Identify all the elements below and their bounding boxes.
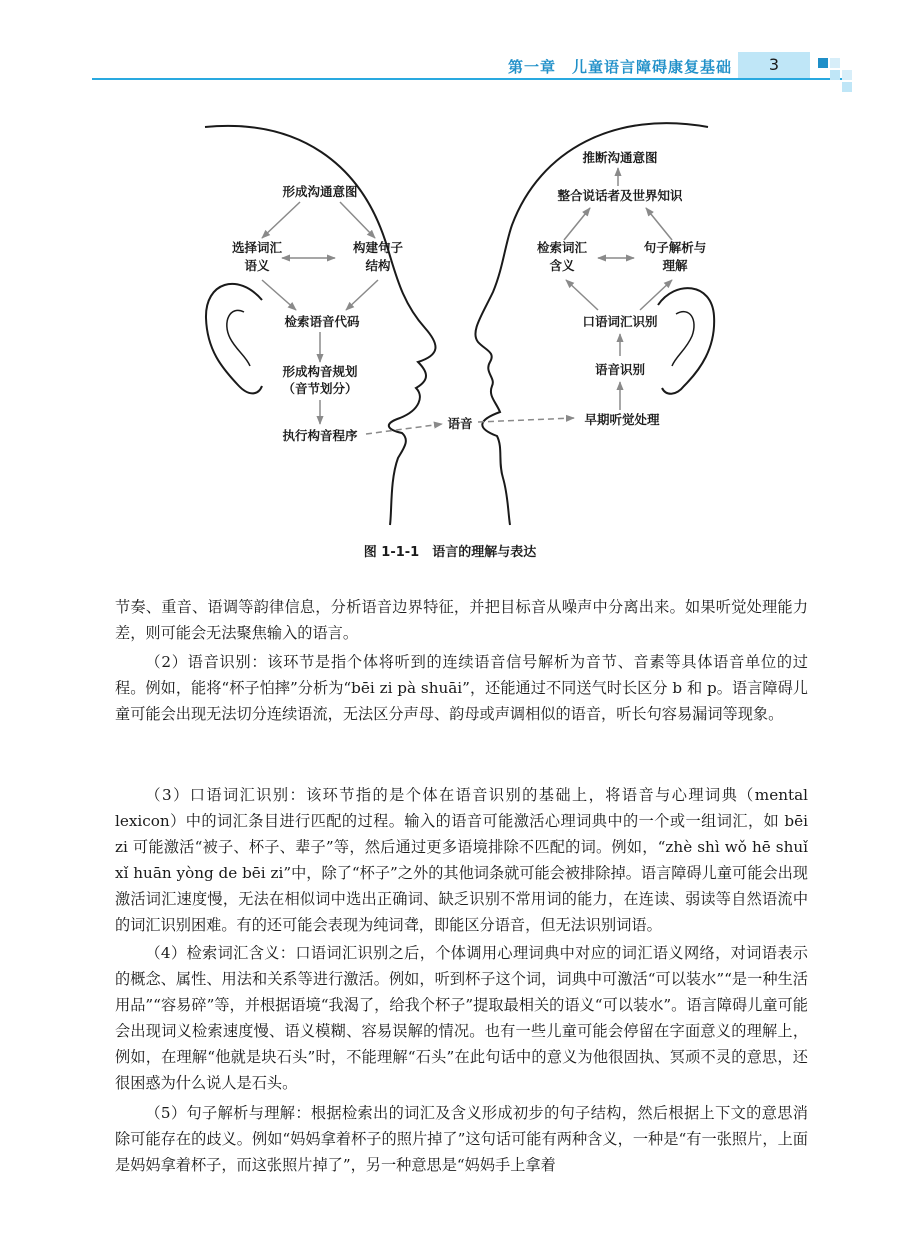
label-integrate: 整合说话者及世界知识: [557, 188, 683, 203]
arrow-word-to-retrieve: [566, 280, 598, 310]
label-build-sentence: 构建句子: [352, 240, 404, 255]
label-form-intent: 形成沟通意图: [282, 184, 358, 199]
label-select-word: 选择词汇: [231, 240, 283, 255]
paragraph-sentence-parsing: （5）句子解析与理解：根据检索出的词汇及含义形成初步的句子结构，然后根据上下文的意思消除可能存在的歧义。例如“妈妈拿着杯子的照片掉了”这句话可能有两种含义，一种是“有一张照片，上面是妈妈拿着杯子，而这张照片掉了”，另一种意思是“妈妈手上拿着: [115, 1104, 808, 1174]
chapter-title: 第一章 儿童语言障碍康复基础: [508, 58, 733, 76]
paragraph-continued: 节奏、重音、语调等韵律信息，分析语音边界特征，并把目标音从噪声中分离出来。如果听觉处理能力差，则可能会无法聚焦输入的语言。: [115, 598, 808, 642]
dashed-speech-to-hearing: [478, 418, 574, 422]
label-parse: 句子解析与: [643, 240, 707, 255]
arrow-retrieve-to-integrate: [564, 208, 590, 240]
page-number: 3: [768, 55, 780, 74]
arrow-build-to-retrieve: [346, 280, 378, 310]
label-word-recognition: 口语词汇识别: [582, 314, 658, 329]
header-rule: [92, 78, 848, 80]
paragraph-word-recognition: （3）口语词汇识别：该环节指的是个体在语音识别的基础上，将语音与心理词典（mental lexicon）中的词汇条目进行匹配的过程。输入的语音可能激活心理词典中的一个或一组词汇，如 bēi zi 可能激活“被子、杯子、辈子”等，然后通过更多语境排除不匹配的词。例如，“zhè shì wǒ hē shuǐ xǐ huān yòng de bēi zi”中，除了“杯子”之外的其他词条就可能会被排除掉。语言障碍儿童可能会出现激活词汇速度慢，无法在相似词中选出正确词、缺乏识别不常用词的能力，在连读、弱读等自然语流中的词汇识别困难。有的还可能会表现为纯词聋，即能区分语音，但无法识别词语。: [115, 786, 808, 934]
label-speech-recognition: 语音识别: [594, 362, 646, 377]
dashed-execute-to-speech: [366, 424, 442, 434]
arrow-intent-to-select: [262, 202, 300, 238]
label-plan-2: （音节划分）: [282, 381, 358, 396]
label-infer-intent: 推断沟通意图: [582, 150, 658, 165]
language-figure: [0, 100, 900, 530]
label-build-sentence-2: 结构: [365, 258, 391, 273]
arrow-parse-to-integrate: [646, 208, 672, 240]
label-retrieve-meaning-2: 含义: [549, 258, 575, 273]
decor-square: [818, 58, 828, 68]
left-ear: [206, 284, 262, 394]
label-execute: 执行构音程序: [282, 428, 358, 443]
paragraph-speech-recognition: （2）语音识别：该环节是指个体将听到的连续语音信号解析为音节、音素等具体语音单位的过程。例如，能将“杯子怕摔”分析为“bēi zi pà shuāi”，还能通过不同送气时长区分 b 和 p。语言障碍儿童可能会出现无法切分连续语流，无法区分声母、韵母或声调相似的语音，听长句容易漏词等现象。: [115, 653, 808, 723]
label-select-word-2: 语义: [244, 258, 270, 273]
paragraph-word-meaning: （4）检索词汇含义：口语词汇识别之后，个体调用心理词典中对应的词汇语义网络，对词语表示的概念、属性、用法和关系等进行激活。例如，听到杯子这个词，词典中可激活“可以装水”“是一种生活用品”“容易碎”等，并根据语境“我渴了，给我个杯子”提取最相关的语义“可以装水”。语言障碍儿童可能会出现词义检索速度慢、语义模糊、容易误解的情况。也有一些儿童可能会停留在字面意义的理解上，例如，在理解“他就是块石头”时，不能理解“石头”在此句话中的意义为他很固执、冥顽不灵的意思，还很困惑为什么说人是石头。: [115, 944, 808, 1092]
label-parse-2: 理解: [662, 258, 688, 273]
decor-square: [842, 82, 852, 92]
right-ear: [658, 288, 714, 394]
decor-square: [842, 70, 852, 80]
label-early-hearing: 早期听觉处理: [584, 412, 660, 427]
label-plan: 形成构音规划: [282, 364, 358, 379]
decor-square: [830, 58, 840, 68]
left-ear-inner: [227, 310, 250, 366]
arrow-intent-to-build: [340, 202, 375, 238]
label-retrieve-code: 检索语音代码: [284, 314, 360, 329]
label-retrieve-meaning: 检索词汇: [536, 240, 588, 255]
arrow-select-to-retrieve: [262, 280, 296, 310]
label-speech: 语音: [447, 416, 473, 431]
right-ear-inner: [672, 312, 694, 366]
decor-square: [830, 70, 840, 80]
figure-caption: 图 1-1-1 语言的理解与表达: [363, 545, 537, 560]
